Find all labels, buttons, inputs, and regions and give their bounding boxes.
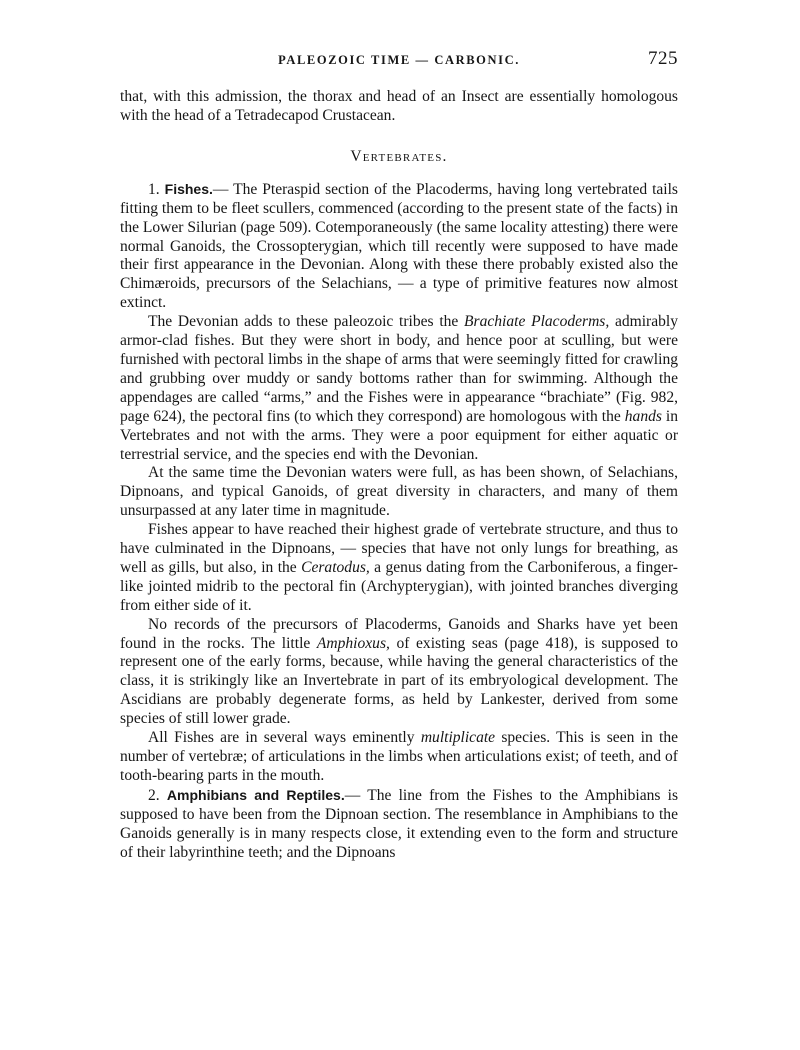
paragraph-devonian xyxy=(120,313,678,464)
paragraph-multiplicate xyxy=(120,729,678,786)
paragraph-text: — The line from the Fishes to the Amphibians is supposed to have been from the Dipnoan section. The resemblance in Amphibians to the Ganoids generally is in many respects close, it extending even to the form and structure of their labyrinthine teeth; and the Dipnoans xyxy=(120,786,679,861)
running-title: PALEOZOIC TIME — CARBONIC. xyxy=(278,53,520,67)
book-page xyxy=(120,50,678,862)
text-run: The Devonian adds to these paleozoic tribes the xyxy=(148,313,465,331)
italic-term: Amphioxus, xyxy=(316,634,390,652)
paragraph-dipnoans xyxy=(120,521,678,616)
section-title: Vertebrates. xyxy=(350,147,448,165)
text-run: All Fishes are in several ways eminently xyxy=(148,729,421,747)
paragraph-text: — The Pteraspid section of the Placoderms, having long vertebrated tails fitting them to be fleet scullers, commenced (according to the present state of the facts) in the Lower Silurian (page 509). Cotemporaneously (the same locality attesting) there were normal Ganoids, the Crossopterygian, which till recently were supposed to have made their first appearance in the Devonian. Along with these there probably existed also the Chimæroids, precursors of the Selachians, — a type of primitive features now almost extinct. xyxy=(120,180,678,312)
italic-term: Ceratodus, xyxy=(301,558,370,576)
run-in-heading-fishes: Fishes. xyxy=(164,180,213,197)
text-run: in Vertebrates and not with the arms. They were a poor equipment for either aquatic or terrestrial service, and the species end with the Devonian. xyxy=(120,407,679,463)
running-head xyxy=(120,50,678,74)
section-number: 2. xyxy=(148,786,160,804)
paragraph-fishes xyxy=(120,180,678,313)
text-run: a genus dating from the Carboniferous, a finger-like jointed midrib to the pectoral fin (Archypterygian), with jointed branches diverging from either side of it. xyxy=(120,558,678,614)
run-in-heading-amphibians: Amphibians and Reptiles. xyxy=(166,786,345,803)
italic-term: hands xyxy=(624,407,662,425)
paragraph-continued: that, with this admission, the thorax and head of an Insect are essentially homologous with the head of a Tetradecapod Crustacean. xyxy=(120,88,678,124)
text-run: admirably armor-clad fishes. But they were short in body, and hence poor at sculling, but were furnished with pectoral limbs in the shape of arms that were seemingly fitted for crawling and grubbing over muddy or sandy bottoms rather than for swimming. Although the appendages are called “arms,” and the Fishes were in appearance “brachiate” (Fig. 982, page 624), the pectoral fins (to which they correspond) are homologous with the xyxy=(120,313,678,425)
italic-term: Brachiate Placoderms, xyxy=(464,313,610,331)
section-number: 1. xyxy=(148,180,160,198)
text-run: species. This is seen in the number of vertebræ; of articulations in the limbs when articulations exist; of teeth, and of tooth-bearing parts in the mouth. xyxy=(120,729,678,784)
page-number: 725 xyxy=(648,48,678,69)
paragraph-precursors xyxy=(120,616,678,729)
paragraph-devonian-waters: At the same time the Devonian waters were full, as has been shown, of Selachians, Dipnoans, and typical Ganoids, of great diversity in characters, and many of them unsurpassed at any later time in magnitude. xyxy=(120,464,678,520)
text-run: Fishes appear to have reached their highest grade of vertebrate structure, and thus to have culminated in the Dipnoans, — species that have not only lungs for breathing, as well as gills, but also, in the xyxy=(120,521,678,576)
paragraph-amphibians xyxy=(120,786,678,863)
text-run: of existing seas (page 418), is supposed to represent one of the early forms, because, while having the general characteristics of the class, it is strikingly like an Invertebrate in part of its embryological development. The Ascidians are probably degenerate forms, as held by Lankester, derived from some species of still lower grade. xyxy=(120,634,678,728)
italic-term: multiplicate xyxy=(420,729,496,747)
text-run: No records of the precursors of Placoderms, Ganoids and Sharks have yet been found in the rocks. The little xyxy=(120,615,678,652)
